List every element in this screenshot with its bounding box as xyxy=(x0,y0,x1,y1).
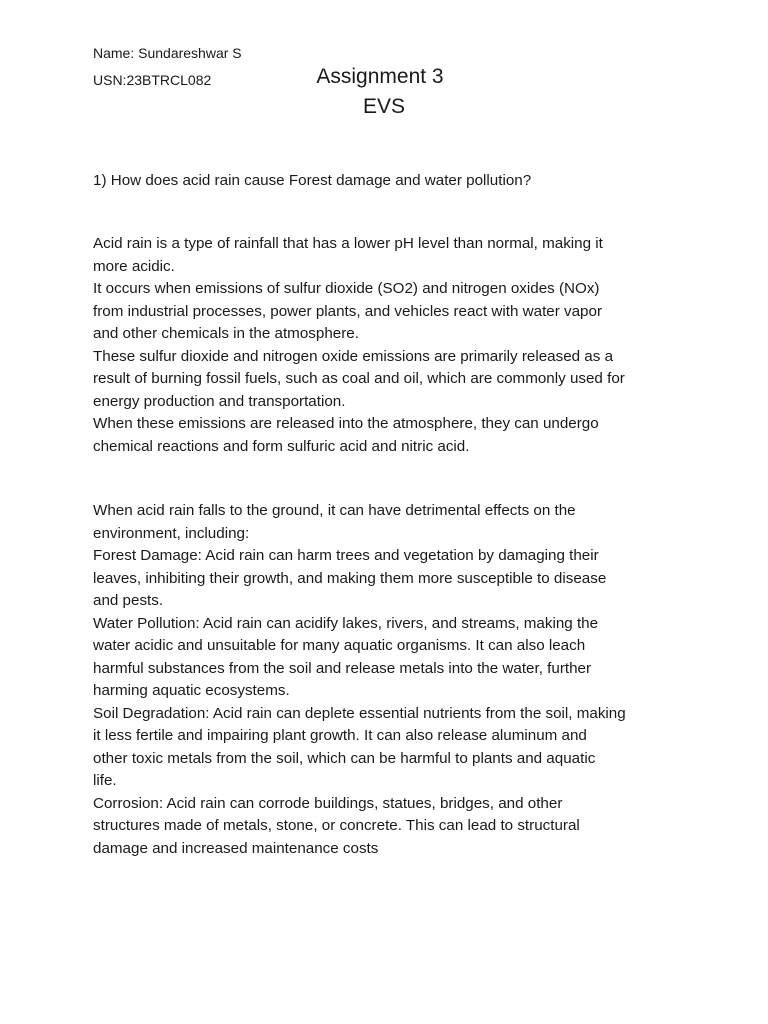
text-line: damage and increased maintenance costs xyxy=(93,839,379,857)
text-line: Acid rain is a type of rainfall that has a lower pH level than normal, making it xyxy=(93,235,603,252)
student-usn: USN:23BTRCL082 xyxy=(93,72,212,88)
text-line: water acidic and unsuitable for many aquatic organisms. It can also leach xyxy=(93,637,586,654)
question-text: 1) How does acid rain cause Forest damage and water pollution? xyxy=(93,172,532,189)
text-line: chemical reactions and form sulfuric acid and nitric acid. xyxy=(93,437,470,455)
text-line: result of burning fossil fuels, such as coal and oil, which are commonly used for xyxy=(93,370,625,387)
text-line: It occurs when emissions of sulfur dioxide (SO2) and nitrogen oxides (NOx) xyxy=(93,280,600,297)
text-line: harming aquatic ecosystems. xyxy=(93,682,290,699)
assignment-title: Assignment 3 xyxy=(316,65,444,88)
text-line: leaves, inhibiting their growth, and making them more susceptible to disease xyxy=(93,569,607,587)
paragraph-block-intro xyxy=(93,233,693,458)
text-line: and other chemicals in the atmosphere. xyxy=(93,325,359,342)
subject-title: EVS xyxy=(362,95,406,118)
text-line: other toxic metals from the soil, which can be harmful to plants and aquatic xyxy=(93,749,596,767)
text-line: more acidic. xyxy=(93,257,175,275)
text-line: Soil Degradation: Acid rain can deplete essential nutrients from the soil, making xyxy=(93,704,626,722)
text-line: and pests. xyxy=(93,592,164,609)
text-line: environment, including: xyxy=(93,524,250,542)
text-line: from industrial processes, power plants, and vehicles react with water vapor xyxy=(93,302,603,320)
text-line: These sulfur dioxide and nitrogen oxide emissions are primarily released as a xyxy=(93,347,614,365)
text-line: Corrosion: Acid rain can corrode buildings, statues, bridges, and other xyxy=(93,794,563,812)
text-line: energy production and transportation. xyxy=(93,392,346,410)
text-line: Water Pollution: Acid rain can acidify lakes, rivers, and streams, making the xyxy=(93,614,599,632)
student-name: Name: Sundareshwar S xyxy=(93,45,242,61)
text-line: Forest Damage: Acid rain can harm trees and vegetation by damaging their xyxy=(93,547,599,564)
text-line: it less fertile and impairing plant growth. It can also release aluminum and xyxy=(93,727,587,744)
paragraph-block-effects xyxy=(93,500,693,860)
text-line: life. xyxy=(93,772,117,789)
text-line: When these emissions are released into the atmosphere, they can undergo xyxy=(93,415,599,432)
text-line: harmful substances from the soil and release metals into the water, further xyxy=(93,659,592,677)
text-line: structures made of metals, stone, or concrete. This can lead to structural xyxy=(93,817,580,834)
text-line: When acid rain falls to the ground, it can have detrimental effects on the xyxy=(93,502,576,519)
